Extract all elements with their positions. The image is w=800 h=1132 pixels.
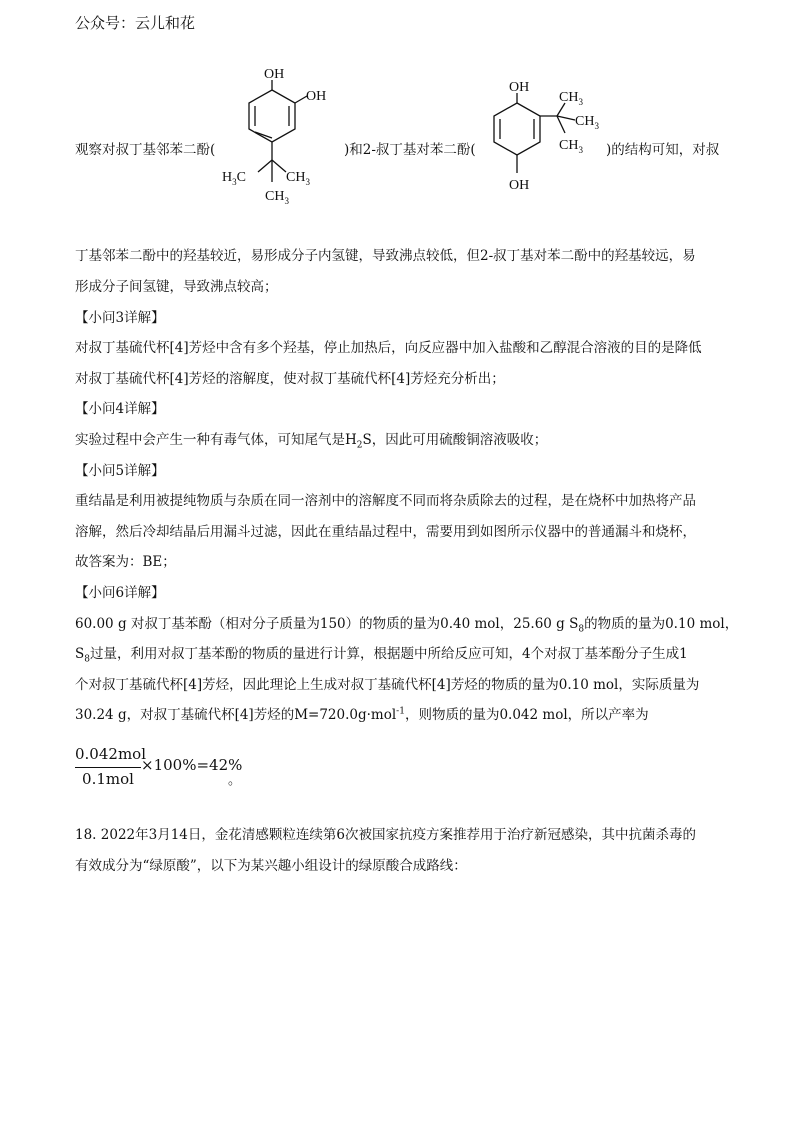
mol1-oh-right: OH xyxy=(306,89,327,104)
tert-butylcatechol-structure xyxy=(220,60,345,210)
fraction-result: ×100%=42% xyxy=(141,756,243,774)
fraction-denominator: 0.1mol xyxy=(82,770,134,788)
mol1-ch3-right: $CH_3$ xyxy=(286,170,310,187)
fraction-numerator: 0.042mol xyxy=(75,745,146,763)
struct-text-1: 观察对叔丁基邻苯二酚( xyxy=(75,142,216,158)
text-line-9: 60.00 g 对叔丁基苯酚（相对分子质量为150）的物质的量为0.40 mol，25.60 g $S_8$的物质的量为0.10 mol， xyxy=(75,616,739,635)
text-line-3: 对叔丁基硫代杯[4]芳烃中含有多个羟基，停止加热后，向反应器中加入盐酸和乙醇混合溶液的目的是降低 xyxy=(75,340,702,356)
text-line-12: 30.24 g，对叔丁基硫代杯[4]芳烃的M=720.0g·mol$^{-1}$，则物质的量为0.042 mol，所以产率为 xyxy=(75,706,649,723)
mol2-ch3-c: $CH_3$ xyxy=(559,138,583,155)
fraction-period: 。 xyxy=(228,773,242,788)
heading-q3: 【小问3详解】 xyxy=(75,310,165,326)
text-line-4: 对叔丁基硫代杯[4]芳烃的溶解度，使对叔丁基硫代杯[4]芳烃充分析出； xyxy=(75,371,505,387)
mol1-ch3-bottom: $CH_3$ xyxy=(265,189,289,206)
text-line-10: $S_8$过量，利用对叔丁基苯酚的物质的量进行计算，根据题中所给反应可知，4个对叔丁基苯酚分子生成1 xyxy=(75,646,688,665)
question-18-line-2: 有效成分为“绿原酸”，以下为某兴趣小组设计的绿原酸合成路线： xyxy=(75,858,467,874)
fraction-bar xyxy=(75,767,141,768)
mol1-h3c-label: $H_3C$ xyxy=(222,170,246,187)
mol2-ch3-a: $CH_3$ xyxy=(559,90,583,107)
tert-butylhydroquinone-structure xyxy=(477,75,612,215)
mol2-oh-top: OH xyxy=(509,80,530,95)
text-line-11: 个对叔丁基硫代杯[4]芳烃，因此理论上生成对叔丁基硫代杯[4]芳烃的物质的量为0.10 mol，实际质量为 xyxy=(75,677,700,693)
heading-q5: 【小问5详解】 xyxy=(75,463,165,479)
question-18-line-1: 18. 2022年3月14日，金花清感颗粒连续第6次被国家抗疫方案推荐用于治疗新冠感染，其中抗菌杀毒的 xyxy=(75,827,696,843)
heading-q4: 【小问4详解】 xyxy=(75,401,165,417)
heading-q6: 【小问6详解】 xyxy=(75,585,165,601)
text-line-1: 丁基邻苯二酚中的羟基较近，易形成分子内氢键，导致沸点较低，但2-叔丁基对苯二酚中的羟基较远，易 xyxy=(75,248,696,264)
page-header: 公众号：云儿和花 xyxy=(75,14,196,32)
text-line-2: 形成分子间氢键，导致沸点较高； xyxy=(75,279,278,295)
text-line-7: 溶解，然后冷却结晶后用漏斗过滤，因此在重结晶过程中，需要用到如图所示仪器中的普通漏斗和烧杯， xyxy=(75,524,696,540)
mol1-oh-top: OH xyxy=(264,67,285,82)
text-line-5: 实验过程中会产生一种有毒气体，可知尾气是$H_2S$，因此可用硫酸铜溶液吸收； xyxy=(75,432,548,451)
struct-text-3: )的结构可知，对叔 xyxy=(606,142,720,158)
mol2-oh-bottom: OH xyxy=(509,178,530,193)
text-line-6: 重结晶是利用被提纯物质与杂质在同一溶剂中的溶解度不同而将杂质除去的过程，是在烧杯中加热将产品 xyxy=(75,493,696,509)
text-line-8: 故答案为：BE； xyxy=(75,554,176,570)
mol2-ch3-b: $CH_3$ xyxy=(575,114,599,131)
struct-text-2: )和2-叔丁基对苯二酚( xyxy=(344,142,476,158)
